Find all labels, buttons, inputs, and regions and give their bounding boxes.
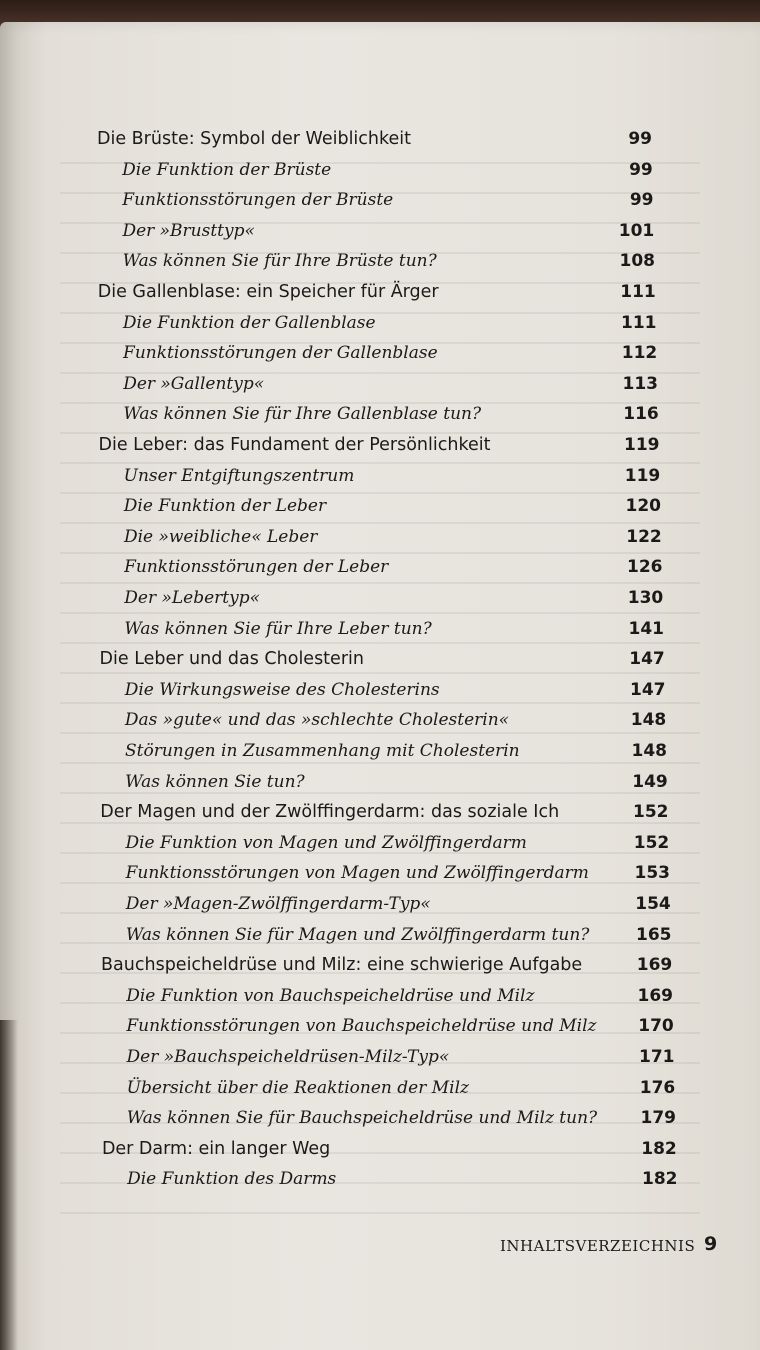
toc-chapter-entry (0, 280, 760, 310)
toc-entry-page-number: 153 (634, 863, 670, 884)
toc-entry-page-number: 148 (631, 741, 667, 761)
toc-entry-title: Funktionsstörungen von Magen und Zwölffingerdarm (125, 863, 589, 884)
toc-entry-page-number: 119 (624, 435, 660, 455)
toc-entry-title: Die Wirkungsweise des Cholesterins (124, 679, 440, 700)
toc-entry-title: Funktionsstörungen von Bauchspeicheldrüse und Milz (126, 1016, 597, 1037)
toc-entry-title: Bauchspeicheldrüse und Milz: eine schwierige Aufgabe (101, 955, 583, 976)
toc-entry-page-number: 101 (618, 220, 655, 241)
toc-section-entry (0, 494, 760, 524)
toc-section-entry (0, 555, 760, 585)
toc-section-entry (0, 249, 760, 279)
toc-section-entry (0, 984, 760, 1014)
toc-entry-page-number: 120 (625, 496, 661, 517)
toc-entry-page-number: 108 (619, 251, 655, 272)
toc-section-entry (0, 1106, 760, 1136)
toc-section-entry (0, 525, 760, 555)
toc-chapter-entry (0, 433, 760, 463)
toc-entry-page-number: 169 (637, 985, 673, 1006)
toc-entry-page-number: 179 (640, 1108, 676, 1129)
toc-section-entry (0, 1014, 760, 1044)
toc-section-entry (0, 158, 760, 188)
toc-entry-page-number: 99 (629, 190, 654, 211)
toc-entry-title: Die Funktion des Darms (127, 1169, 337, 1190)
toc-section-entry (0, 861, 760, 891)
toc-section-entry (0, 617, 760, 647)
toc-section-entry (0, 1045, 760, 1075)
toc-entry-page-number: 147 (629, 649, 665, 670)
toc-entry-title: Was können Sie für Ihre Leber tun? (124, 618, 432, 639)
toc-entry-title: Die Gallenblase: ein Speicher für Ärger (97, 282, 439, 302)
toc-chapter-entry (0, 800, 760, 830)
toc-entry-title: Die Leber und das Cholesterin (99, 649, 364, 670)
toc-entry-page-number: 99 (629, 159, 653, 180)
toc-entry-page-number: 116 (623, 404, 659, 425)
toc-entry-title: Der Darm: ein langer Weg (101, 1138, 331, 1159)
toc-entry-title: Die Brüste: Symbol der Weiblichkeit (97, 129, 412, 149)
toc-entry-title: Die Funktion der Brüste (122, 159, 332, 180)
toc-entry-title: Was können Sie für Ihre Brüste tun? (122, 251, 437, 272)
toc-entry-title: Der »Magen-Zwölffingerdarm-Typ« (125, 894, 431, 914)
toc-entry-page-number: 149 (632, 771, 668, 792)
toc-entry-title: Was können Sie für Magen und Zwölffingerdarm tun? (125, 924, 590, 945)
toc-section-entry (0, 831, 760, 861)
toc-entry-title: Der »Brusttyp« (122, 220, 255, 241)
toc-entry-page-number: 111 (620, 282, 656, 302)
toc-chapter-entry (0, 1137, 760, 1167)
toc-entry-page-number: 154 (635, 894, 671, 914)
toc-section-entry (0, 188, 760, 218)
toc-entry-page-number: 148 (630, 710, 667, 731)
toc-entry-title: Übersicht über die Reaktionen der Milz (126, 1077, 469, 1098)
toc-entry-page-number: 176 (639, 1077, 676, 1098)
toc-entry-title: Das »gute« und das »schlechte Cholesterin« (124, 710, 510, 731)
toc-entry-title: Funktionsstörungen der Leber (124, 557, 389, 578)
toc-section-entry (0, 402, 760, 432)
toc-entry-title: Die Funktion der Leber (123, 496, 327, 517)
toc-entry-title: Der »Bauchspeicheldrüsen-Milz-Typ« (126, 1047, 450, 1067)
toc-section-entry (0, 678, 760, 708)
running-footer-label: INHALTSVERZEICHNIS (500, 1237, 696, 1255)
toc-section-entry (0, 1076, 760, 1106)
toc-chapter-entry (0, 953, 760, 983)
toc-section-entry (0, 464, 760, 494)
toc-section-entry (0, 1167, 760, 1197)
toc-entry-title: Die Funktion von Bauchspeicheldrüse und Milz (126, 985, 535, 1006)
toc-entry-page-number: 170 (638, 1016, 674, 1037)
toc-chapter-entry (0, 127, 760, 157)
toc-section-entry (0, 708, 760, 738)
page-number: 9 (704, 1233, 718, 1255)
toc-entry-page-number: 99 (628, 129, 652, 149)
toc-entry-title: Unser Entgiftungszentrum (123, 465, 355, 486)
toc-entry-title: Funktionsstörungen der Brüste (122, 190, 394, 211)
toc-entry-page-number: 119 (624, 465, 661, 486)
toc-entry-page-number: 122 (626, 526, 662, 547)
toc-entry-title: Die »weibliche« Leber (123, 526, 318, 547)
toc-entry-page-number: 169 (636, 955, 673, 976)
toc-entry-page-number: 171 (639, 1047, 675, 1067)
toc-entry-page-number: 130 (627, 588, 664, 608)
toc-section-entry (0, 586, 760, 616)
toc-entry-title: Die Leber: das Fundament der Persönlichkeit (98, 435, 491, 455)
toc-entry-title: Die Funktion der Gallenblase (122, 312, 376, 333)
toc-section-entry (0, 892, 760, 922)
toc-entry-title: Die Funktion von Magen und Zwölffingerdarm (125, 832, 527, 853)
toc-entry-title: Der »Gallentyp« (123, 373, 265, 394)
toc-section-entry (0, 219, 760, 249)
toc-entry-page-number: 112 (621, 343, 658, 364)
toc-entry-page-number: 113 (622, 373, 658, 394)
toc-entry-page-number: 126 (627, 557, 663, 578)
toc-section-entry (0, 372, 760, 402)
toc-entry-page-number: 165 (636, 924, 672, 945)
toc-chapter-entry (0, 647, 760, 677)
toc-entry-title: Der »Lebertyp« (124, 588, 261, 608)
toc-section-entry (0, 770, 760, 800)
toc-section-entry (0, 923, 760, 953)
toc-section-entry (0, 341, 760, 371)
toc-section-entry (0, 311, 760, 341)
toc-entry-page-number: 182 (641, 1138, 677, 1159)
toc-section-entry (0, 739, 760, 769)
toc-entry-title: Funktionsstörungen der Gallenblase (123, 343, 438, 364)
toc-entry-title: Was können Sie für Bauchspeicheldrüse und Milz tun? (126, 1108, 598, 1129)
toc-entry-page-number: 147 (630, 679, 666, 700)
toc-entry-page-number: 111 (621, 312, 657, 333)
toc-entry-title: Was können Sie tun? (125, 771, 305, 792)
toc-entry-title: Der Magen und der Zwölffingerdarm: das soziale Ich (100, 802, 560, 823)
toc-entry-page-number: 141 (628, 618, 664, 639)
toc-entry-title: Störungen in Zusammenhang mit Cholesterin (125, 741, 520, 761)
toc-entry-page-number: 152 (633, 802, 669, 823)
toc-entry-title: Was können Sie für Ihre Gallenblase tun? (123, 404, 482, 425)
toc-entry-page-number: 182 (642, 1169, 678, 1190)
toc-entry-page-number: 152 (633, 832, 670, 853)
